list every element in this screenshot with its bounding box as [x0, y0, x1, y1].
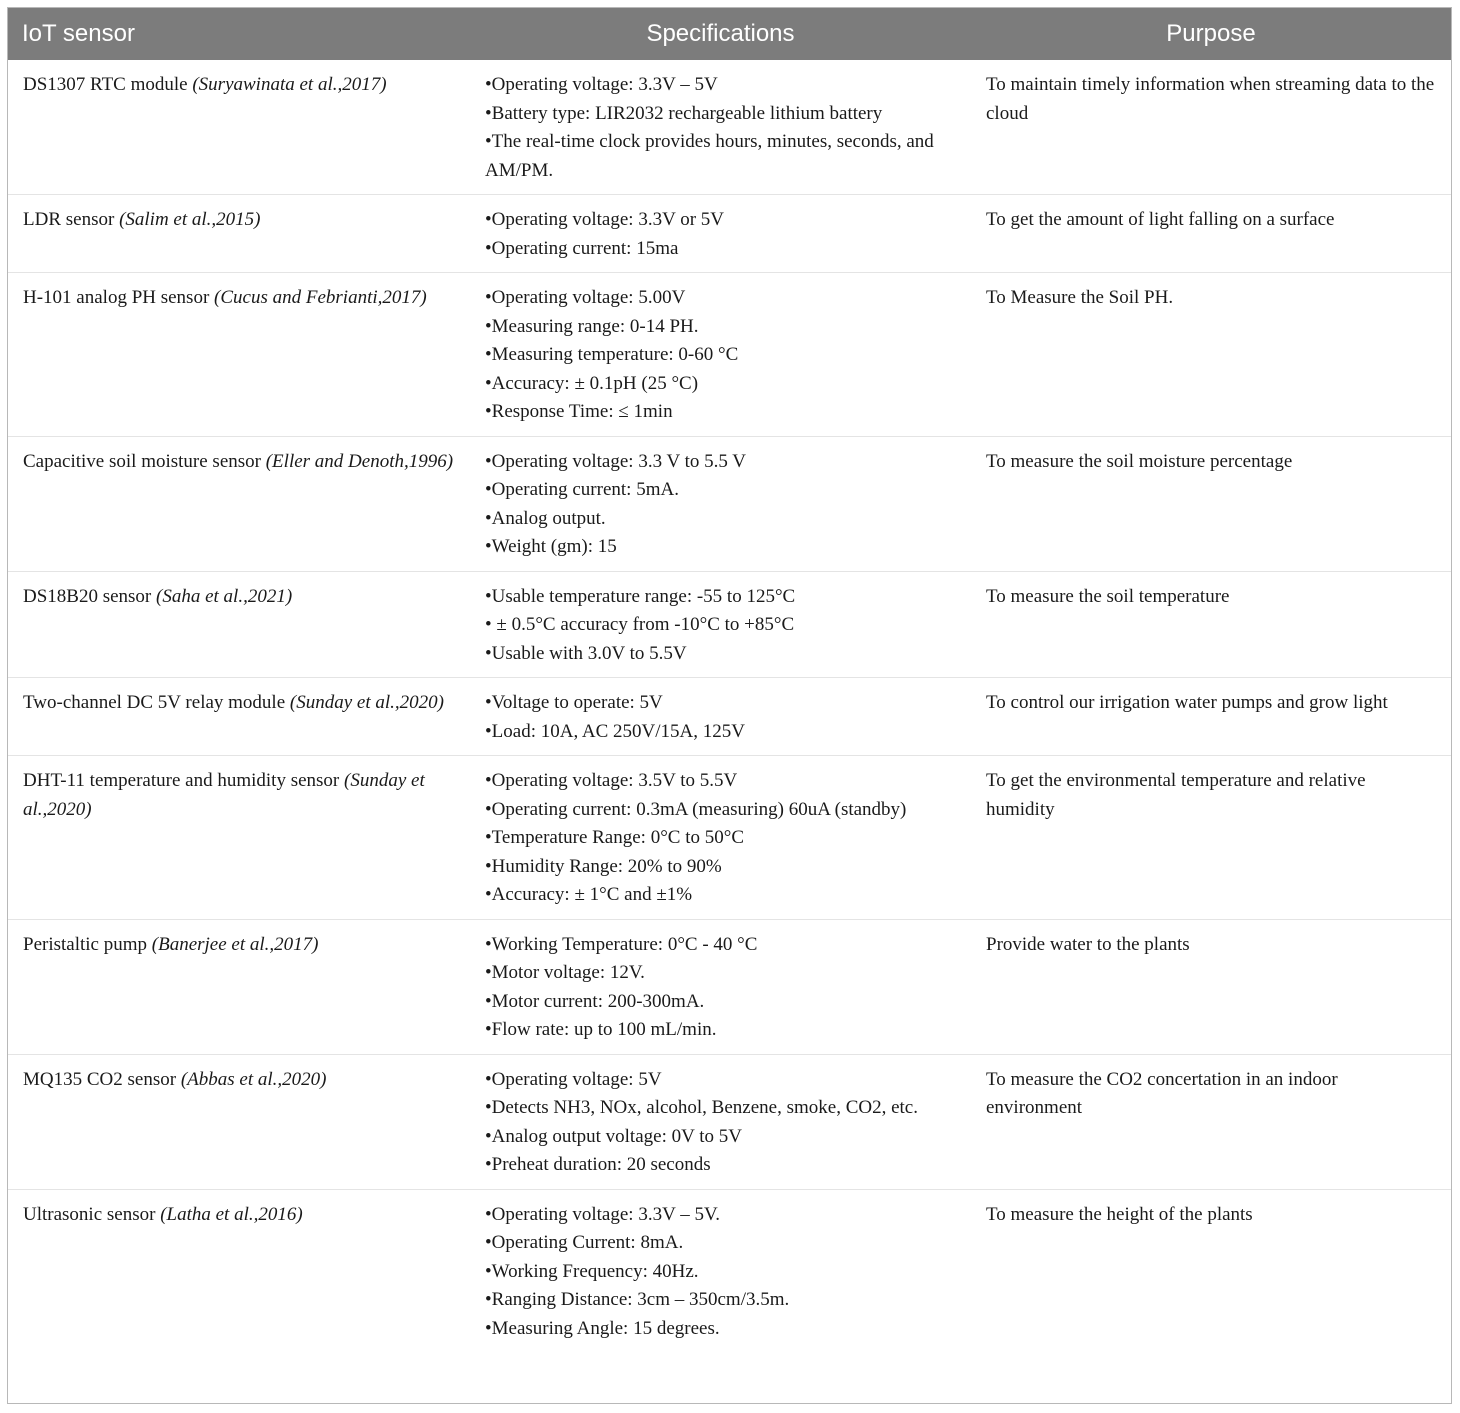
spec-item: •Measuring Angle: 15 degrees.	[485, 1317, 720, 1339]
sensor-citation: (Latha et al.,2016)	[160, 1203, 303, 1225]
spec-item: •Operating voltage: 3.3V – 5V.	[485, 1203, 720, 1225]
spec-item: •Flow rate: up to 100 mL/min.	[485, 1019, 717, 1040]
sensor-name: MQ135 CO2 sensor	[23, 1068, 181, 1090]
sensor-cell	[8, 1054, 470, 1189]
sensor-cell	[8, 60, 470, 195]
specifications-cell	[470, 756, 971, 920]
spec-item: •Usable with 3.0V to 5.5V	[485, 642, 687, 664]
specifications-cell	[470, 919, 971, 1054]
spec-item: •Operating voltage: 5V	[485, 1068, 662, 1090]
spec-item: •Operating current: 15ma	[485, 237, 679, 259]
sensor-name: Two-channel DC 5V relay module	[23, 692, 290, 713]
sensor-table	[8, 8, 1451, 1352]
spec-item: •Accuracy: ± 0.1pH (25 °C)	[485, 372, 699, 394]
purpose-cell: To maintain timely information when streaming data to the cloud	[986, 74, 1435, 124]
sensor-citation: (Saha et al.,2021)	[156, 585, 293, 607]
table-row	[8, 1054, 1451, 1189]
sensor-citation: (Cucus and Febrianti,2017)	[214, 287, 427, 308]
sensor-citation: (Salim et al.,2015)	[119, 209, 261, 230]
purpose-cell: To measure the CO2 concertation in an indoor environment	[986, 1068, 1338, 1118]
specifications-cell	[470, 60, 971, 195]
sensor-cell	[8, 273, 470, 437]
spec-item: •Ranging Distance: 3cm – 350cm/3.5m.	[485, 1289, 790, 1310]
sensor-cell	[8, 195, 470, 273]
spec-item: •Preheat duration: 20 seconds	[485, 1154, 711, 1175]
specifications-cell	[470, 195, 971, 273]
table-row	[8, 919, 1451, 1054]
table-row	[8, 60, 1451, 195]
sensor-cell	[8, 756, 470, 920]
sensor-citation: (Suryawinata et al.,2017)	[192, 74, 387, 95]
table-row	[8, 678, 1451, 756]
sensor-name: H-101 analog PH sensor	[23, 287, 215, 308]
table-row	[8, 1189, 1451, 1352]
spec-item: •Load: 10A, AC 250V/15A, 125V	[485, 720, 745, 742]
spec-item: •Operating voltage: 3.3V or 5V	[485, 209, 725, 230]
specifications-cell	[470, 436, 971, 571]
sensor-citation: (Sunday et al.,2020)	[23, 770, 425, 820]
spec-item: •Motor current: 200-300mA.	[485, 990, 705, 1012]
spec-item: •Analog output.	[485, 507, 606, 529]
spec-item: •Operating Current: 8mA.	[485, 1232, 684, 1253]
spec-item: •Working Frequency: 40Hz.	[485, 1260, 699, 1282]
spec-item: •Humidity Range: 20% to 90%	[485, 855, 722, 877]
sensor-name: LDR sensor	[23, 209, 120, 230]
sensor-cell	[8, 919, 470, 1054]
table-header	[8, 8, 1451, 60]
spec-item: •Voltage to operate: 5V	[485, 692, 663, 713]
purpose-cell: To measure the soil moisture percentage	[986, 450, 1293, 472]
spec-item: •The real-time clock provides hours, minutes, seconds, and AM/PM.	[485, 131, 934, 181]
specifications-cell	[470, 1189, 971, 1352]
spec-item: •Working Temperature: 0°C - 40 °C	[485, 933, 758, 955]
specifications-cell	[470, 273, 971, 437]
sensor-name: DS1307 RTC module	[23, 74, 193, 95]
spec-item: •Operating voltage: 3.5V to 5.5V	[485, 770, 738, 791]
sensor-cell	[8, 436, 470, 571]
spec-item: •Weight (gm): 15	[485, 536, 617, 557]
sensor-citation: (Eller and Denoth,1996)	[265, 450, 454, 472]
sensor-citation: (Abbas et al.,2020)	[180, 1068, 327, 1090]
header-row	[8, 8, 1451, 60]
spec-item: •Operating voltage: 3.3V – 5V	[485, 74, 718, 95]
sensor-name: DHT-11 temperature and humidity sensor	[23, 770, 344, 791]
header-iot-sensor: IoT sensor	[8, 8, 470, 60]
header-purpose: Purpose	[971, 8, 1451, 60]
sensor-citation: (Sunday et al.,2020)	[289, 692, 444, 713]
purpose-cell: To get the environmental temperature and relative humidity	[986, 770, 1366, 820]
spec-item: •Operating current: 0.3mA (measuring) 60uA (standby)	[485, 798, 907, 820]
purpose-cell: To Measure the Soil PH.	[986, 287, 1174, 308]
purpose-cell: Provide water to the plants	[986, 933, 1190, 955]
sensor-name: Capacitive soil moisture sensor	[23, 450, 266, 472]
table-frame	[7, 7, 1452, 1404]
spec-item: •Measuring temperature: 0-60 °C	[485, 344, 739, 365]
spec-item: •Usable temperature range: -55 to 125°C	[485, 585, 796, 607]
spec-item: •Detects NH3, NOx, alcohol, Benzene, smoke, CO2, etc.	[485, 1097, 918, 1118]
table-row	[8, 756, 1451, 920]
spec-item: •Battery type: LIR2032 rechargeable lithium battery	[485, 102, 883, 124]
spec-item: •Accuracy: ± 1°C and ±1%	[485, 884, 693, 905]
spec-item: •Motor voltage: 12V.	[485, 962, 645, 983]
header-specifications: Specifications	[470, 8, 971, 60]
sensor-cell	[8, 1189, 470, 1352]
table-row	[8, 195, 1451, 273]
spec-item: •Analog output voltage: 0V to 5V	[485, 1125, 742, 1147]
sensor-cell	[8, 571, 470, 678]
spec-item: •Operating voltage: 5.00V	[485, 287, 686, 308]
purpose-cell: To get the amount of light falling on a surface	[986, 209, 1335, 230]
spec-item: •Operating current: 5mA.	[485, 479, 679, 500]
sensor-name: Ultrasonic sensor	[23, 1203, 161, 1225]
table-row	[8, 571, 1451, 678]
table-body	[8, 60, 1451, 1352]
specifications-cell	[470, 1054, 971, 1189]
purpose-cell: To measure the height of the plants	[986, 1203, 1253, 1225]
table-row	[8, 273, 1451, 437]
specifications-cell	[470, 678, 971, 756]
spec-item: •Operating voltage: 3.3 V to 5.5 V	[485, 450, 747, 472]
purpose-cell: To control our irrigation water pumps and grow light	[986, 692, 1388, 713]
spec-item: •Response Time: ≤ 1min	[485, 401, 673, 422]
spec-item: • ± 0.5°C accuracy from -10°C to +85°C	[485, 614, 795, 635]
sensor-name: Peristaltic pump	[23, 933, 152, 955]
purpose-cell: To measure the soil temperature	[986, 585, 1230, 607]
sensor-citation: (Banerjee et al.,2017)	[151, 933, 319, 955]
spec-item: •Temperature Range: 0°C to 50°C	[485, 827, 745, 848]
specifications-cell	[470, 571, 971, 678]
sensor-name: DS18B20 sensor	[23, 585, 157, 607]
table-row	[8, 436, 1451, 571]
spec-item: •Measuring range: 0-14 PH.	[485, 315, 699, 337]
sensor-cell	[8, 678, 470, 756]
